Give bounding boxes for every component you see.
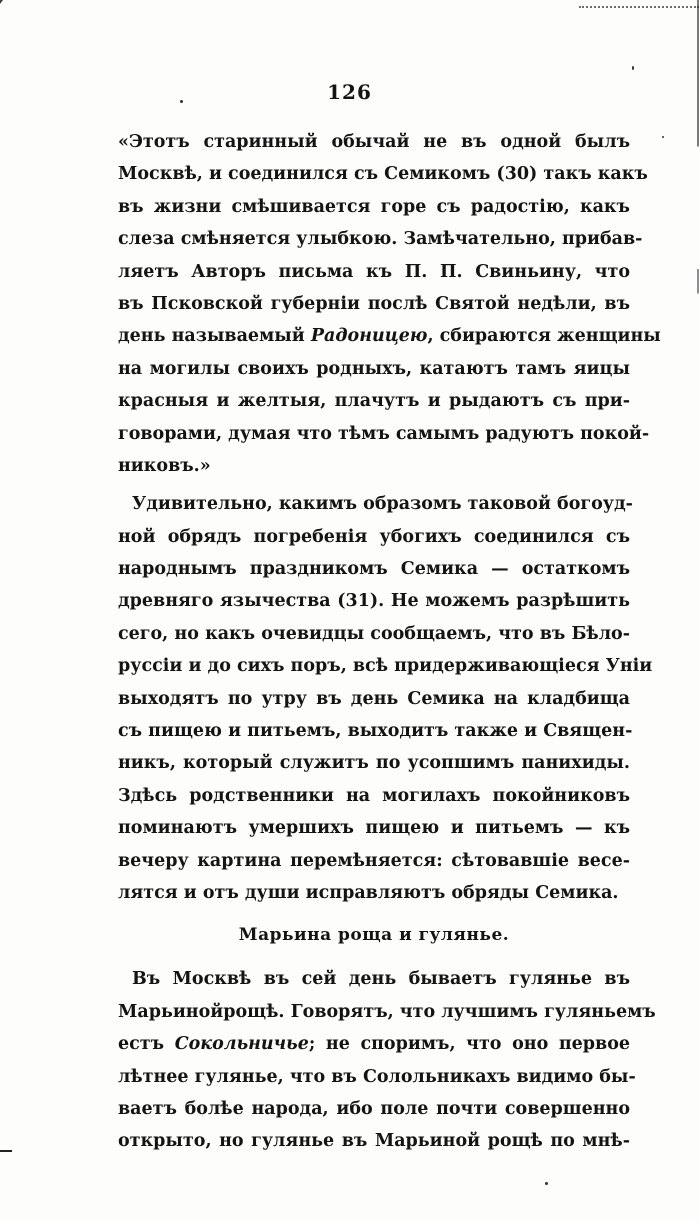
text-line: въ Псковской губерніи послѣ Святой недѣли, въ	[118, 293, 630, 314]
text-line: руссіи и до сихъ поръ, всѣ придерживающіеся Уніи	[118, 656, 653, 677]
text-line: народнымъ праздникомъ Семика — остаткомъ	[118, 559, 630, 580]
text-line: Здѣсь родственники на могилахъ покойниковъ	[118, 785, 630, 806]
text-line: ной обрядъ погребенія убогихъ соединился съ	[118, 526, 630, 547]
text-line: ваетъ болѣе народа, ибо поле почти совершенно	[118, 1098, 630, 1119]
scan-speck	[632, 66, 634, 70]
text-line: лѣтнее гулянье, что въ Солольникахъ видимо бы-	[118, 1066, 636, 1087]
scan-left-tick	[0, 1150, 12, 1152]
text-line: открыто, но гулянье въ Марьиной рощѣ по мнѣ-	[118, 1131, 630, 1152]
text-line: Въ Москвѣ въ сей день бываетъ гулянье въ	[132, 969, 630, 990]
text-line: красныя и желтыя, плачутъ и рыдаютъ съ при-	[118, 391, 630, 412]
text-line-with-italic: естъ Сокольничье; не споримъ, что оно первое	[118, 1034, 631, 1055]
text-line: лятся и отъ души исправляютъ обряды Семика.	[118, 882, 619, 903]
text-line: ляетъ Авторъ письма къ П. П. Свиньину, что	[118, 261, 630, 282]
section-heading: Марьина роща и гулянье.	[238, 925, 510, 946]
text-line: вечеру картина перемѣняется: сѣтовавшіе весе-	[118, 850, 630, 871]
scan-top-edge	[579, 0, 699, 8]
text-line: поминаютъ умершихъ пищею и питьемъ — къ	[118, 818, 630, 839]
scan-speck	[662, 136, 664, 138]
text-line: говорами, думая что тѣмъ самымъ радуютъ покой-	[118, 423, 650, 444]
text-line: выходятъ по утру въ день Семика на кладбища	[118, 688, 630, 709]
page-number: 126	[327, 80, 372, 104]
italic-term: Сокольничье	[174, 1034, 309, 1055]
text-line: никъ, который служитъ по усопшимъ панихиды.	[118, 753, 630, 774]
text-line: въ жизни смѣшивается горе съ радостію, какъ	[118, 196, 630, 217]
scan-corner-mark	[0, 0, 20, 16]
text-line: съ пищею и питьемъ, выходитъ также и Священ-	[118, 721, 633, 742]
text-line: сего, но какъ очевидцы сообщаемъ, что въ Бѣло-	[118, 623, 630, 644]
text-line: Москвѣ, и соединился съ Семикомъ (30) такъ какъ	[118, 164, 648, 185]
text-body	[118, 126, 661, 1158]
text-line: Удивительно, какимъ образомъ таковой богоуд-	[132, 494, 633, 515]
text-line: на могилы своихъ родныхъ, катаютъ тамъ яицы	[118, 358, 630, 379]
text-line: древняго язычества (31). Не можемъ разрѣшить	[118, 591, 630, 612]
text-line-with-italic: день называемый Радоницею, сбираются женщины	[118, 326, 661, 347]
scan-speck	[545, 1182, 548, 1185]
text-line: «Этотъ старинный обычай не въ одной былъ	[118, 132, 630, 152]
text-line: слеза смѣняется улыбкою. Замѣчательно, прибав-	[118, 229, 643, 250]
text-line: Марьинойрощѣ. Говорятъ, что лучшимъ гуляньемъ	[118, 1001, 656, 1022]
text-line: никовъ.»	[118, 455, 211, 476]
italic-term: Радоницею	[310, 326, 428, 347]
